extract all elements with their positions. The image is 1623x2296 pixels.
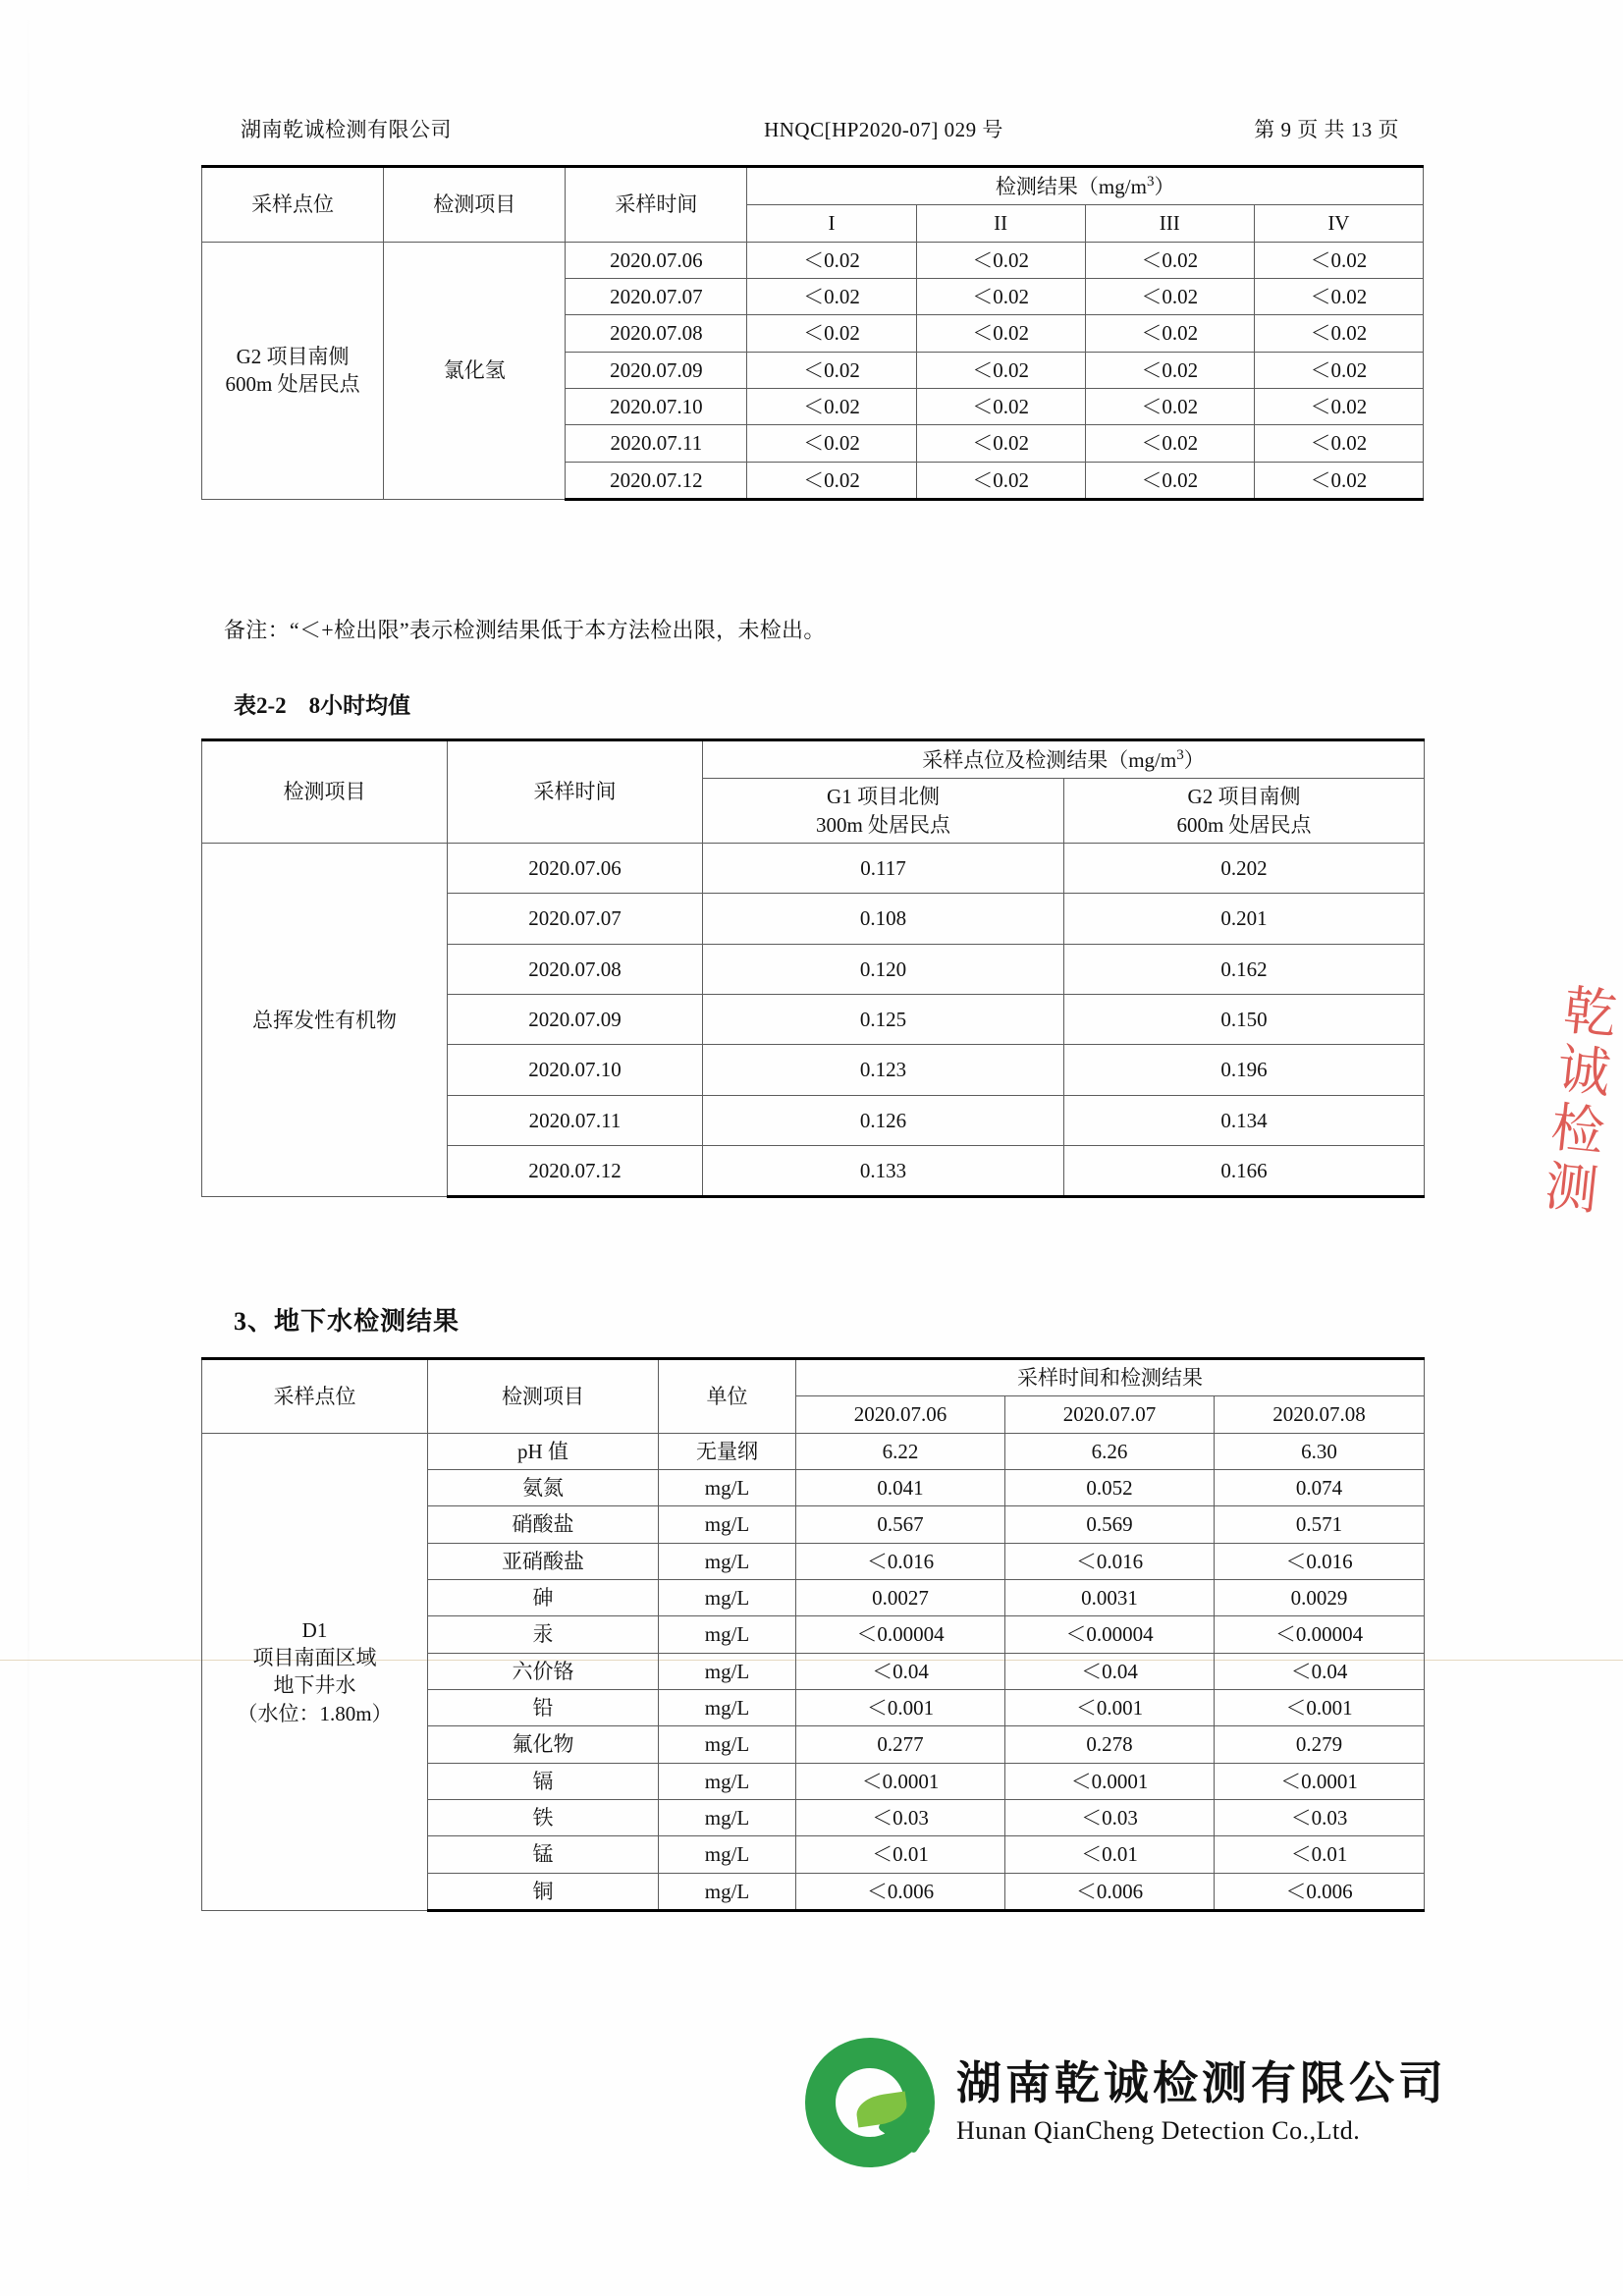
cell-test-item: 六价铬 — [428, 1653, 659, 1689]
cell-value-g1: 0.108 — [703, 894, 1064, 944]
point-g1-line2: 300m 处居民点 — [815, 812, 951, 837]
col-header-item: 检测项目 — [202, 740, 448, 844]
cell-date: 2020.07.07 — [566, 279, 747, 315]
point-line-1: D1 — [301, 1617, 328, 1642]
table2-caption: 表2-2 8小时均值 — [234, 693, 411, 718]
cell-date: 2020.07.10 — [566, 389, 747, 425]
cell-value-d2: ＜0.001 — [1005, 1690, 1215, 1726]
cell-date: 2020.07.08 — [448, 944, 703, 994]
cell-value-III: ＜0.02 — [1085, 462, 1254, 499]
cell-value-g1: 0.125 — [703, 995, 1064, 1045]
cell-date: 2020.07.11 — [566, 425, 747, 462]
cell-value-g2: 0.202 — [1064, 844, 1425, 894]
cell-value-d1: ＜0.0001 — [796, 1763, 1005, 1799]
cell-value-IV: ＜0.02 — [1254, 352, 1423, 388]
sampling-point-line1: G2 项目南侧 — [236, 345, 350, 369]
cell-unit: mg/L — [659, 1470, 796, 1506]
cell-value-I: ＜0.02 — [747, 279, 916, 315]
cell-value-g2: 0.196 — [1064, 1045, 1425, 1095]
cell-date: 2020.07.12 — [566, 462, 747, 499]
col-header-time: 采样时间 — [566, 167, 747, 243]
cell-value-d2: 0.569 — [1005, 1506, 1215, 1543]
col-header-time: 采样时间 — [448, 740, 703, 844]
cell-test-item: 铅 — [428, 1690, 659, 1726]
cell-value-I: ＜0.02 — [747, 352, 916, 388]
cell-unit: mg/L — [659, 1506, 796, 1543]
cell-value-d3: 0.074 — [1215, 1470, 1425, 1506]
cell-unit: mg/L — [659, 1543, 796, 1579]
page-header — [241, 114, 1399, 143]
groundwater-results-table — [201, 1357, 1425, 1912]
cell-value-I: ＜0.02 — [747, 462, 916, 499]
cell-value-II: ＜0.02 — [916, 425, 1085, 462]
cell-value-d3: ＜0.001 — [1215, 1690, 1425, 1726]
sampling-point-line2: 600m 处居民点 — [225, 372, 360, 397]
tvoc-8h-average-table — [201, 738, 1425, 1198]
cell-value-d1: ＜0.03 — [796, 1800, 1005, 1836]
cell-unit: mg/L — [659, 1763, 796, 1799]
table-row — [202, 1433, 1425, 1469]
cell-value-d2: ＜0.01 — [1005, 1836, 1215, 1873]
cell-test-item: pH 值 — [428, 1433, 659, 1469]
cell-value-IV: ＜0.02 — [1254, 462, 1423, 499]
cell-unit: mg/L — [659, 1580, 796, 1616]
qiancheng-q-logo-icon — [805, 2038, 935, 2167]
cell-test-item: 硝酸盐 — [428, 1506, 659, 1543]
cell-value-g1: 0.123 — [703, 1045, 1064, 1095]
cell-value-d3: ＜0.03 — [1215, 1800, 1425, 1836]
scan-artifact-left — [27, 0, 29, 2296]
cell-value-III: ＜0.02 — [1085, 352, 1254, 388]
cell-value-IV: ＜0.02 — [1254, 315, 1423, 352]
col-header-II: II — [916, 205, 1085, 242]
section-title-groundwater: 3、地下水检测结果 — [234, 1307, 460, 1336]
cell-date: 2020.07.09 — [566, 352, 747, 388]
cell-value-IV: ＜0.02 — [1254, 389, 1423, 425]
cell-value-III: ＜0.02 — [1085, 389, 1254, 425]
red-seal-stamp: 乾诚检测 — [1535, 980, 1618, 1222]
col-header-date-3: 2020.07.08 — [1215, 1396, 1425, 1433]
table-row — [202, 242, 1424, 278]
cell-value-d3: ＜0.006 — [1215, 1873, 1425, 1910]
col-header-time-results: 采样时间和检测结果 — [796, 1359, 1425, 1396]
cell-value-III: ＜0.02 — [1085, 279, 1254, 315]
cell-value-g1: 0.133 — [703, 1146, 1064, 1197]
col-header-point: 采样点位 — [202, 167, 384, 243]
col-header-point-g2 — [1064, 779, 1425, 844]
cell-test-item: 总挥发性有机物 — [202, 844, 448, 1197]
col-header-unit: 单位 — [659, 1359, 796, 1434]
cell-date: 2020.07.08 — [566, 315, 747, 352]
table-row — [202, 844, 1425, 894]
company-logo-footer — [805, 2038, 1447, 2167]
cell-date: 2020.07.06 — [448, 844, 703, 894]
cell-unit: mg/L — [659, 1836, 796, 1873]
cell-value-I: ＜0.02 — [747, 389, 916, 425]
col-header-points-results: 采样点位及检测结果$(mg/m^3)$ — [703, 740, 1425, 779]
cell-value-II: ＜0.02 — [916, 462, 1085, 499]
cell-value-II: ＜0.02 — [916, 279, 1085, 315]
cell-value-IV: ＜0.02 — [1254, 425, 1423, 462]
point-line-3: 地下井水 — [273, 1673, 356, 1698]
cell-test-item: 砷 — [428, 1580, 659, 1616]
cell-date: 2020.07.09 — [448, 995, 703, 1045]
cell-value-d1: ＜0.00004 — [796, 1616, 1005, 1653]
cell-value-I: ＜0.02 — [747, 315, 916, 352]
col-header-date-2: 2020.07.07 — [1005, 1396, 1215, 1433]
cell-value-I: ＜0.02 — [747, 242, 916, 278]
col-header-date-1: 2020.07.06 — [796, 1396, 1005, 1433]
cell-value-III: ＜0.02 — [1085, 242, 1254, 278]
col-header-item: 检测项目 — [384, 167, 566, 243]
cell-value-d3: 0.571 — [1215, 1506, 1425, 1543]
cell-value-g1: 0.117 — [703, 844, 1064, 894]
cell-value-g1: 0.120 — [703, 944, 1064, 994]
header-report-number: HNQC[HP2020-07] 029 号 — [764, 118, 1003, 141]
cell-unit: 无量纲 — [659, 1433, 796, 1469]
hcl-results-table — [201, 165, 1424, 501]
cell-value-I: ＜0.02 — [747, 425, 916, 462]
cell-unit: mg/L — [659, 1726, 796, 1763]
cell-value-d3: ＜0.016 — [1215, 1543, 1425, 1579]
cell-value-d2: 0.052 — [1005, 1470, 1215, 1506]
table1-note: 备注：“＜+检出限”表示检测结果低于本方法检出限，未检出。 — [224, 618, 826, 642]
cell-value-d3: ＜0.00004 — [1215, 1616, 1425, 1653]
cell-value-d2: ＜0.04 — [1005, 1653, 1215, 1689]
cell-value-IV: ＜0.02 — [1254, 279, 1423, 315]
cell-test-item: 铁 — [428, 1800, 659, 1836]
cell-test-item: 铜 — [428, 1873, 659, 1910]
cell-value-d1: 6.22 — [796, 1433, 1005, 1469]
col-header-IV: IV — [1254, 205, 1423, 242]
cell-value-d1: ＜0.006 — [796, 1873, 1005, 1910]
cell-value-g2: 0.201 — [1064, 894, 1425, 944]
col-header-results: 检测结果$(mg/m^3)$ — [747, 167, 1424, 205]
cell-value-d1: 0.041 — [796, 1470, 1005, 1506]
cell-value-d2: ＜0.006 — [1005, 1873, 1215, 1910]
table-header-row — [202, 167, 1424, 205]
point-g2-line1: G2 项目南侧 — [1187, 785, 1301, 809]
table-header-row — [202, 1359, 1425, 1396]
cell-unit: mg/L — [659, 1690, 796, 1726]
cell-value-d3: ＜0.01 — [1215, 1836, 1425, 1873]
cell-value-d2: 0.278 — [1005, 1726, 1215, 1763]
footer-company-en: Hunan QianCheng Detection Co.,Ltd. — [956, 2116, 1361, 2146]
cell-date: 2020.07.12 — [448, 1146, 703, 1197]
cell-value-d1: ＜0.04 — [796, 1653, 1005, 1689]
cell-unit: mg/L — [659, 1653, 796, 1689]
cell-value-IV: ＜0.02 — [1254, 242, 1423, 278]
cell-value-d2: 0.0031 — [1005, 1580, 1215, 1616]
cell-value-III: ＜0.02 — [1085, 425, 1254, 462]
cell-value-d1: 0.0027 — [796, 1580, 1005, 1616]
cell-value-d3: 0.0029 — [1215, 1580, 1425, 1616]
col-header-point-g1 — [703, 779, 1064, 844]
cell-test-item: 汞 — [428, 1616, 659, 1653]
cell-test-item: 锰 — [428, 1836, 659, 1873]
col-header-III: III — [1085, 205, 1254, 242]
cell-value-d3: ＜0.04 — [1215, 1653, 1425, 1689]
header-company: 湖南乾诚检测有限公司 — [241, 118, 452, 141]
footer-company-cn: 湖南乾诚检测有限公司 — [956, 2057, 1447, 2108]
cell-value-g2: 0.134 — [1064, 1095, 1425, 1145]
cell-unit: mg/L — [659, 1616, 796, 1653]
cell-value-d2: ＜0.03 — [1005, 1800, 1215, 1836]
cell-value-g2: 0.150 — [1064, 995, 1425, 1045]
cell-date: 2020.07.06 — [566, 242, 747, 278]
col-header-I: I — [747, 205, 916, 242]
cell-unit: mg/L — [659, 1800, 796, 1836]
col-header-point: 采样点位 — [202, 1359, 428, 1434]
cell-value-d1: 0.567 — [796, 1506, 1005, 1543]
cell-date: 2020.07.10 — [448, 1045, 703, 1095]
cell-date: 2020.07.11 — [448, 1095, 703, 1145]
cell-unit: mg/L — [659, 1873, 796, 1910]
point-g2-line2: 600m 处居民点 — [1176, 812, 1312, 837]
cell-test-item: 氟化物 — [428, 1726, 659, 1763]
cell-value-II: ＜0.02 — [916, 389, 1085, 425]
cell-sampling-point — [202, 242, 384, 499]
cell-test-item: 氨氮 — [428, 1470, 659, 1506]
cell-value-II: ＜0.02 — [916, 315, 1085, 352]
table-header-row — [202, 740, 1425, 779]
point-line-4: （水位：1.80m） — [237, 1701, 393, 1725]
cell-value-d1: ＜0.016 — [796, 1543, 1005, 1579]
cell-value-d2: ＜0.0001 — [1005, 1763, 1215, 1799]
point-line-2: 项目南面区域 — [252, 1646, 377, 1670]
cell-test-item: 亚硝酸盐 — [428, 1543, 659, 1579]
cell-value-g2: 0.162 — [1064, 944, 1425, 994]
cell-test-item: 氯化氢 — [384, 242, 566, 499]
cell-value-d2: 6.26 — [1005, 1433, 1215, 1469]
cell-value-III: ＜0.02 — [1085, 315, 1254, 352]
cell-value-d3: 6.30 — [1215, 1433, 1425, 1469]
cell-value-d1: 0.277 — [796, 1726, 1005, 1763]
point-g1-line1: G1 项目北侧 — [827, 785, 940, 809]
cell-value-II: ＜0.02 — [916, 242, 1085, 278]
cell-value-g2: 0.166 — [1064, 1146, 1425, 1197]
cell-value-g1: 0.126 — [703, 1095, 1064, 1145]
cell-value-d3: 0.279 — [1215, 1726, 1425, 1763]
cell-value-d2: ＜0.00004 — [1005, 1616, 1215, 1653]
cell-value-d2: ＜0.016 — [1005, 1543, 1215, 1579]
cell-test-item: 镉 — [428, 1763, 659, 1799]
cell-value-d1: ＜0.001 — [796, 1690, 1005, 1726]
cell-sampling-point — [202, 1433, 428, 1910]
col-header-item: 检测项目 — [428, 1359, 659, 1434]
header-page-number: 第 9 页 共 13 页 — [1254, 118, 1399, 141]
cell-value-d1: ＜0.01 — [796, 1836, 1005, 1873]
cell-value-II: ＜0.02 — [916, 352, 1085, 388]
cell-value-d3: ＜0.0001 — [1215, 1763, 1425, 1799]
cell-date: 2020.07.07 — [448, 894, 703, 944]
